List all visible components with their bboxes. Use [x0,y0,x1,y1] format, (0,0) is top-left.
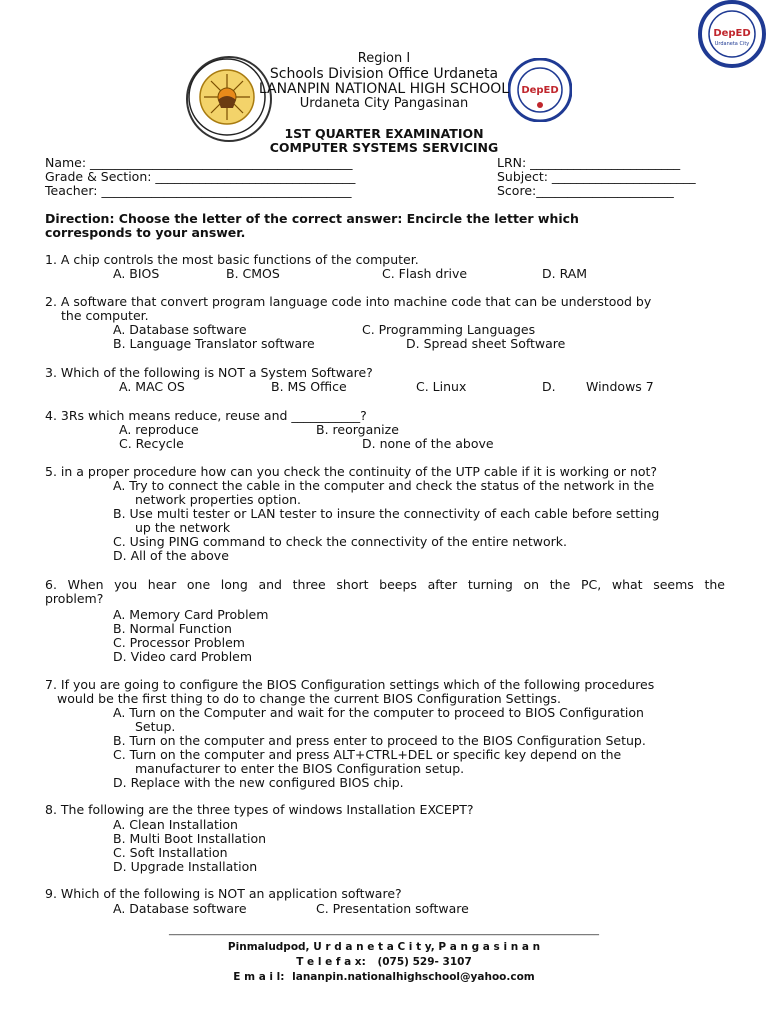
q3-option-d[interactable]: D. [542,379,556,394]
q1-option-a[interactable]: A. BIOS [113,266,160,281]
division-title: Schools Division Office Urdaneta [269,66,499,82]
region-title: Region I [357,51,411,66]
question-6-cont: problem? [45,591,104,606]
q4-option-b[interactable]: B. reorganize [316,422,399,437]
q5-option-d[interactable]: D. All of the above [113,548,229,563]
q4-option-d[interactable]: D. none of the above [362,436,494,451]
q5-option-c[interactable]: C. Using PING command to check the connectivity of the entire network. [113,534,568,549]
q6-option-d[interactable]: D. Video card Problem [113,649,253,664]
school-title: LANANPIN NATIONAL HIGH SCHOOL [258,81,510,97]
q3-option-b[interactable]: B. MS Office [271,379,347,394]
footer-email [0,971,768,983]
question-5: 5. in a proper procedure how can you check the continuity of the UTP cable if it is working or not? [45,464,658,479]
q5-option-a[interactable]: A. Try to connect the cable in the computer and check the status of the network in the [113,478,655,493]
q7-option-b[interactable]: B. Turn on the computer and press enter to proceed to the BIOS Configuration Setup. [113,733,646,748]
email-label: E m a i l: [233,971,285,983]
teacher-field[interactable]: Teacher: ________________________________________ [45,183,352,198]
subject-title: COMPUTER SYSTEMS SERVICING [269,140,499,155]
q7-option-a-cont: Setup. [135,719,176,734]
footer-rule: ______________________________________________________________________________________ [169,925,599,936]
email-address[interactable]: lananpin.nationalhighschool@yahoo.com [292,971,535,983]
question-7-cont: would be the first thing to do to change the current BIOS Configuration Settings. [57,691,561,706]
direction-line-1: Direction: Choose the letter of the correct answer: Encircle the letter which [45,211,579,226]
q3-option-a[interactable]: A. MAC OS [119,379,185,394]
seal-year-text: 1965 [725,58,739,64]
q8-option-d[interactable]: D. Upgrade Installation [113,859,258,874]
score-field[interactable]: Score:______________________ [497,183,674,198]
q1-option-d[interactable]: D. RAM [542,266,588,281]
q2-option-a[interactable]: A. Database software [113,322,247,337]
question-8: 8. The following are the three types of windows Installation EXCEPT? [45,802,474,817]
question-4: 4. 3Rs which means reduce, reuse and ___________? [45,408,367,423]
exam-title: 1ST QUARTER EXAMINATION [284,126,484,141]
q1-option-b[interactable]: B. CMOS [226,266,280,281]
q7-option-a[interactable]: A. Turn on the Computer and wait for the computer to proceed to BIOS Configuration [113,705,644,720]
q3-option-c[interactable]: C. Linux [416,379,467,394]
q6-option-a[interactable]: A. Memory Card Problem [113,607,269,622]
question-7: 7. If you are going to configure the BIOS Configuration settings which of the following procedures [45,677,655,692]
q5-option-b[interactable]: B. Use multi tester or LAN tester to insure the connectivity of each cable before setting [113,506,660,521]
q6-option-b[interactable]: B. Normal Function [113,621,232,636]
q8-option-a[interactable]: A. Clean Installation [113,817,238,832]
grade-field[interactable]: Grade & Section: ________________________________ [45,169,356,184]
q7-option-d[interactable]: D. Replace with the new configured BIOS chip. [113,775,404,790]
q4-option-a[interactable]: A. reproduce [119,422,199,437]
subject-field[interactable]: Subject: _______________________ [497,169,696,184]
telefax-label: T e l e f a x: [296,956,366,968]
q3-option-d-value: Windows 7 [586,379,654,394]
footer-address: Pinmaludpod, U r d a n e t a C i t y, P a n g a s i n a n [227,941,541,953]
telefax-number: (075) 529- 3107 [377,956,472,968]
q9-option-a[interactable]: A. Database software [113,901,247,916]
footer-telefax [0,956,768,968]
deped-logo-text: DepED [521,85,559,96]
q7-option-c[interactable]: C. Turn on the computer and press ALT+CTRL+DEL or specific key depend on the [113,747,622,762]
name-field[interactable]: Name: __________________________________________ [45,155,353,170]
question-2-cont: the computer. [61,308,149,323]
q6-option-c[interactable]: C. Processor Problem [113,635,245,650]
q8-option-b[interactable]: B. Multi Boot Installation [113,831,267,846]
q2-option-d[interactable]: D. Spread sheet Software [406,336,566,351]
q8-option-c[interactable]: C. Soft Installation [113,845,228,860]
lrn-field[interactable]: LRN: ________________________ [497,155,681,170]
question-2: 2. A software that convert program language code into machine code that can be understood by [45,294,652,309]
question-6: 6. When you hear one long and three short beeps after turning on the PC, what seems the [45,577,725,592]
q2-option-b[interactable]: B. Language Translator software [113,336,315,351]
q4-option-c[interactable]: C. Recycle [119,436,184,451]
q5-option-b-cont: up the network [135,520,231,535]
q7-option-c-cont: manufacturer to enter the BIOS Configuration setup. [135,761,465,776]
q9-option-c[interactable]: C. Presentation software [316,901,469,916]
city-title: Urdaneta City Pangasinan [299,96,469,111]
deped-logo-text-right: DepED [713,28,751,39]
q2-option-c[interactable]: C. Programming Languages [362,322,536,337]
direction-line-2: corresponds to your answer. [45,225,246,240]
question-3: 3. Which of the following is NOT a System Software? [45,365,373,380]
seal-sub-text: Urdaneta City [714,41,750,47]
question-1: 1. A chip controls the most basic functions of the computer. [45,252,419,267]
q1-option-c[interactable]: C. Flash drive [382,266,468,281]
q5-option-a-cont: network properties option. [135,492,301,507]
question-9: 9. Which of the following is NOT an application software? [45,886,402,901]
